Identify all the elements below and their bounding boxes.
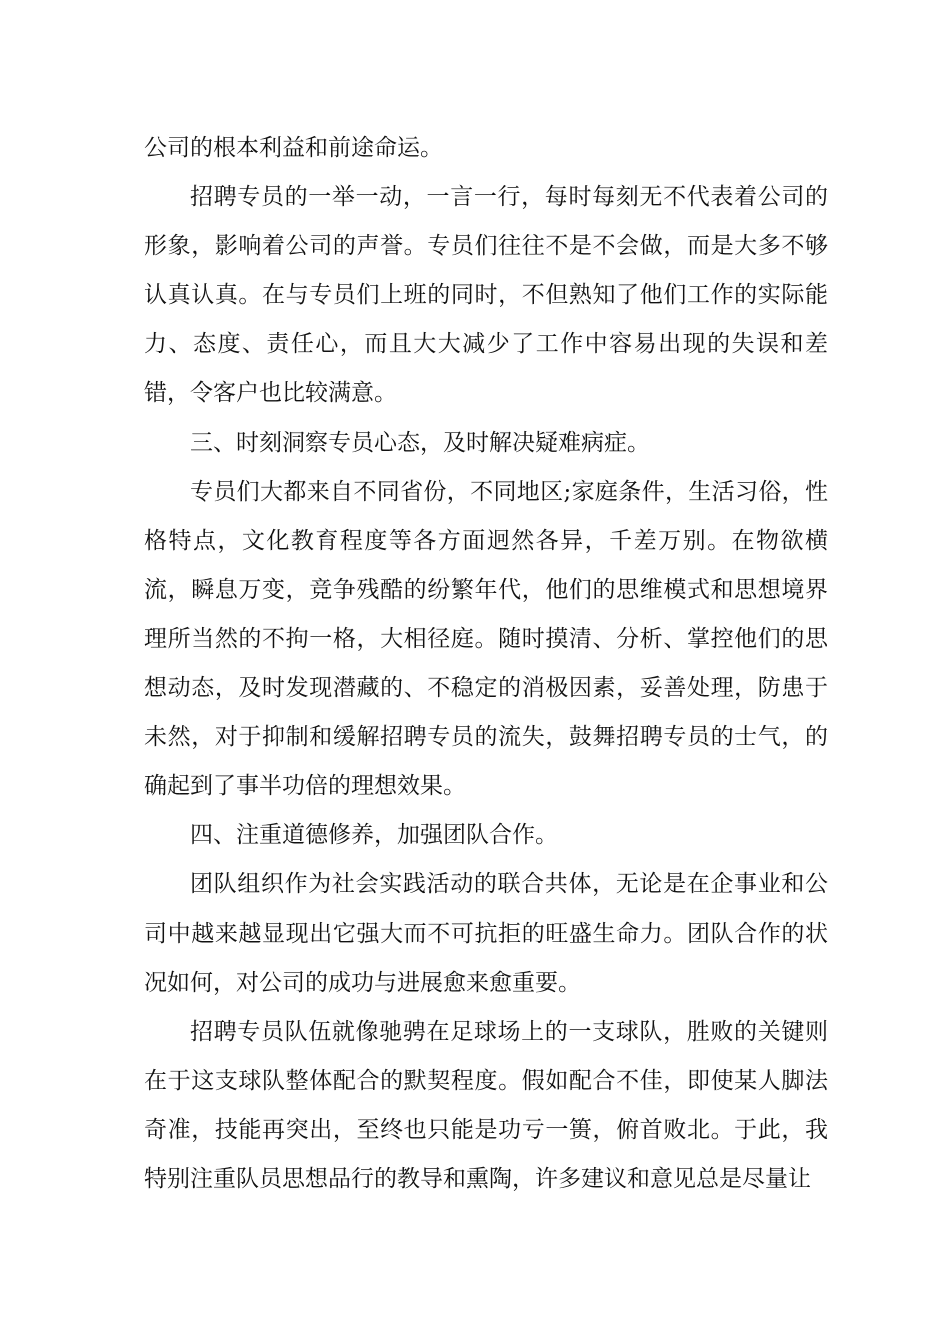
paragraph-2: 招聘专员的一举一动，一言一行，每时每刻无不代表着公司的形象，影响着公司的声誉。专员们往往不是不会做，而是大多不够认真认真。在与专员们上班的同时，不但熟知了他们工作的实际能力、态度、责任心，而且大大减少了工作中容易出现的失误和差错，令客户也比较满意。 (144, 184, 828, 407)
section-heading-4: 四、注重道德修养，加强团队合作。 (190, 822, 558, 849)
document-body (144, 124, 828, 1204)
paragraph-6: 团队组织作为社会实践活动的联合共体，无论是在企事业和公司中越来越显现出它强大而不可抗拒的旺盛生命力。团队合作的状况如何，对公司的成功与进展愈来愈重要。 (144, 871, 828, 996)
section-heading-3: 三、时刻洞察专员心态，及时解决疑难病症。 (190, 429, 650, 456)
paragraph-1: 公司的根本利益和前途命运。 (144, 135, 443, 161)
paragraph-4: 专员们大都来自不同省份，不同地区;家庭条件，生活习俗，性格特点，文化教育程度等各方面迥然各异，千差万别。在物欲横流，瞬息万变，竞争残酷的纷繁年代，他们的思维模式和思想境界理所当然的不拘一格，大相径庭。随时摸清、分析、掌控他们的思想动态，及时发现潜藏的、不稳定的消极因素，妥善处理，防患于未然，对于抑制和缓解招聘专员的流失，鼓舞招聘专员的士气，的确起到了事半功倍的理想效果。 (144, 478, 828, 800)
paragraph-7: 招聘专员队伍就像驰骋在足球场上的一支球队，胜败的关键则在于这支球队整体配合的默契程度。假如配合不佳，即使某人脚法奇准，技能再突出，至终也只能是功亏一篑，俯首败北。于此，我特别注重队员思想品行的教导和熏陶，许多建议和意见总是尽量让 (144, 1018, 828, 1192)
